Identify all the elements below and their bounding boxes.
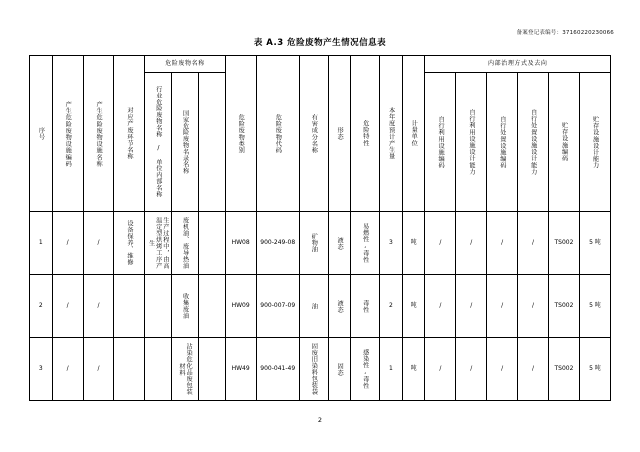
header-self-disposal-capacity: 自行处置设施设计能力 — [518, 73, 549, 212]
cell-self-disposal-capacity: / — [518, 275, 549, 338]
cell-waste-name-catalog: 沾染危化品废包装材料 — [172, 338, 199, 401]
table-row — [30, 212, 611, 275]
cell-waste-name-industry — [145, 338, 172, 401]
cell-waste-code: 900-007-09 — [256, 275, 299, 338]
cell-gen-facility-name: / — [83, 275, 114, 338]
filing-number: 备案登记表编号：37160220230066 — [516, 30, 614, 36]
cell-waste-name-industry: 生产过程中，由高温定型烘烤工序产生 — [145, 212, 172, 275]
header-self-disposal-code: 自行处置设施编码 — [487, 73, 518, 212]
table-row — [30, 275, 611, 338]
header-waste-name-industry: 行业危险废物名称 / 单位内部名称 — [145, 73, 172, 212]
cell-self-use-code: / — [425, 275, 456, 338]
table-row — [30, 338, 611, 401]
cell-form: 液态 — [328, 275, 351, 338]
cell-waste-code: 900-249-08 — [256, 212, 299, 275]
cell-harmful-component: 矿物油 — [299, 212, 328, 275]
cell-form: 液态 — [328, 212, 351, 275]
cell-gen-facility-name: / — [83, 212, 114, 275]
cell-process-name: 设备保养、维修 — [114, 212, 145, 275]
cell-storage-capacity: 5 吨 — [579, 212, 610, 275]
cell-form: 固态 — [328, 338, 351, 401]
header-self-use-capacity: 自行利用设施设计能力 — [456, 73, 487, 212]
cell-hazard-property: 感染性,毒性 — [351, 338, 380, 401]
page-number: 2 — [317, 416, 323, 424]
cell-waste-name-catalog: 废机油、废导热油 — [172, 212, 199, 275]
cell-self-disposal-code: / — [487, 275, 518, 338]
cell-self-use-capacity: / — [456, 275, 487, 338]
cell-unit: 吨 — [402, 212, 425, 275]
cell-waste-name-blank — [198, 338, 225, 401]
cell-self-disposal-capacity: / — [518, 212, 549, 275]
cell-waste-name-catalog: 收集废油 — [172, 275, 199, 338]
header-gen-facility-name: 产生危险废物设施名称 — [83, 56, 114, 212]
cell-gen-facility-code: / — [52, 275, 83, 338]
header-form: 形态 — [328, 56, 351, 212]
header-gen-facility-code: 产生危险废物设施编码 — [52, 56, 83, 212]
header-unit: 计量单位 — [402, 56, 425, 212]
cell-storage-capacity: 5 吨 — [579, 338, 610, 401]
cell-self-disposal-code: / — [487, 212, 518, 275]
cell-process-name — [114, 338, 145, 401]
header-harmful-component: 有害成分名称 — [299, 56, 328, 212]
cell-waste-code: 900-041-49 — [256, 338, 299, 401]
cell-harmful-component: 油 — [299, 275, 328, 338]
cell-gen-facility-name: / — [83, 338, 114, 401]
cell-waste-name-blank — [198, 275, 225, 338]
header-waste-code: 危险废物代码 — [256, 56, 299, 212]
header-waste-name-catalog: 国家危险废物名录名称 — [172, 73, 199, 212]
cell-unit: 吨 — [402, 275, 425, 338]
cell-annual-estimate: 1 — [380, 338, 403, 401]
waste-generation-table-wrapper — [29, 55, 611, 401]
cell-seq: 1 — [30, 212, 53, 275]
cell-waste-name-industry — [145, 275, 172, 338]
cell-self-disposal-code: / — [487, 338, 518, 401]
cell-storage-code: TS002 — [549, 338, 580, 401]
cell-storage-code: TS002 — [549, 275, 580, 338]
cell-hazard-property: 易燃性,毒性 — [351, 212, 380, 275]
cell-self-use-code: / — [425, 338, 456, 401]
header-hazard-property: 危险特性 — [351, 56, 380, 212]
cell-seq: 2 — [30, 275, 53, 338]
cell-annual-estimate: 3 — [380, 212, 403, 275]
header-waste-category: 危险废物类别 — [225, 56, 256, 212]
cell-annual-estimate: 2 — [380, 275, 403, 338]
cell-storage-capacity: 5 吨 — [579, 275, 610, 338]
cell-process-name — [114, 275, 145, 338]
header-annual-estimate: 本年度预计产生量 — [380, 56, 403, 212]
cell-unit: 吨 — [402, 338, 425, 401]
header-self-use-code: 自行利用设施编码 — [425, 73, 456, 212]
header-internal-treatment-group: 内部治理方式及去向 — [425, 56, 611, 73]
cell-self-use-capacity: / — [456, 212, 487, 275]
header-seq: 序号 — [30, 56, 53, 212]
cell-hazard-property: 毒性 — [351, 275, 380, 338]
cell-storage-code: TS002 — [549, 212, 580, 275]
cell-waste-category: HW09 — [225, 275, 256, 338]
cell-self-use-code: / — [425, 212, 456, 275]
waste-generation-table — [29, 55, 611, 401]
header-process-name: 对应产废环节名称 — [114, 56, 145, 212]
cell-waste-category: HW49 — [225, 338, 256, 401]
cell-harmful-component: 固废旧染料包装袋 — [299, 338, 328, 401]
header-waste-name-blank — [198, 73, 225, 212]
cell-gen-facility-code: / — [52, 338, 83, 401]
header-storage-capacity: 贮存设施设计能力 — [579, 73, 610, 212]
header-storage-code: 贮存设施编码 — [549, 73, 580, 212]
table-header-row-1 — [30, 56, 611, 73]
cell-seq: 3 — [30, 338, 53, 401]
cell-self-use-capacity: / — [456, 338, 487, 401]
cell-waste-name-blank — [198, 212, 225, 275]
cell-self-disposal-capacity: / — [518, 338, 549, 401]
cell-waste-category: HW08 — [225, 212, 256, 275]
page-title: 表 A.3 危险废物产生情况信息表 — [253, 38, 387, 48]
header-waste-name-group: 危险废物名称 — [145, 56, 225, 73]
cell-gen-facility-code: / — [52, 212, 83, 275]
